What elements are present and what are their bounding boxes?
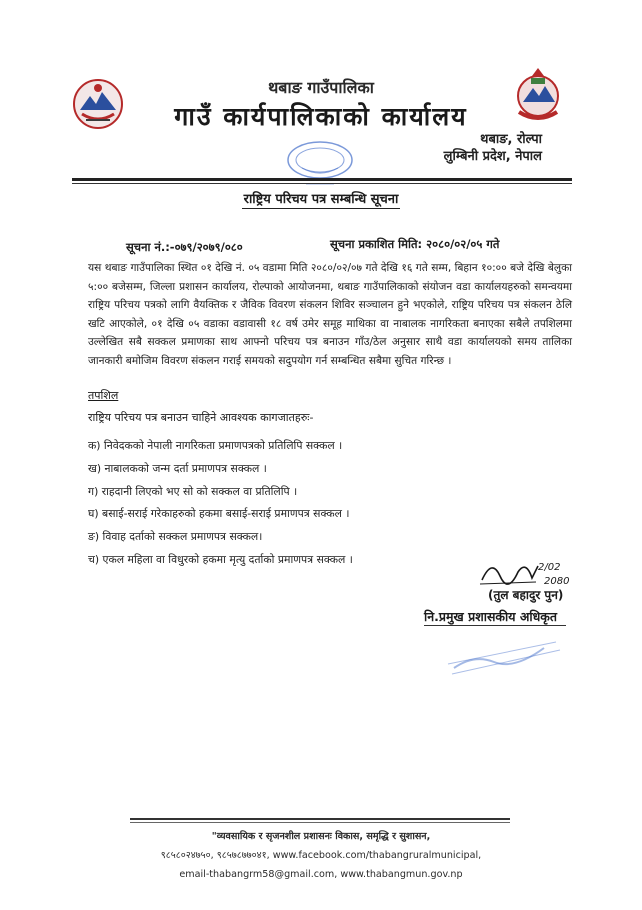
svg-text:2/02: 2/02 bbox=[538, 562, 561, 573]
requirement-item: च) एकल महिला वा विधुरको हकमा मृत्यु दर्ताको प्रमाणपत्र सक्कल । bbox=[88, 552, 353, 566]
notice-body: यस थबाङ गाउँपालिका स्थित ०१ देखि नं. ०५ वडामा मिति २०८०/०२/०७ गते देखि १६ गते सम्म, बिहान १०:०० बजे देखि बेलुका ५:०० बजेसम्म, जिल्ला प्रशासन कार्यालय, रोल्पाको आयोजनमा, थबाङ गाउँपालिकाको संयोजन वडा कार्यालयहरुको समन्वयमा राष्ट्रिय परिचय पत्रको लागि वैयक्तिक र जैविक विवरण संकलन शिविर सञ्चालन हुने भएकोले, राष्ट्रिय परिचय पत्र संकलन ठेलि खटि आएकोले, ०१ देखि ०५ वडाका वडावासी १८ वर्ष उमेर समूह माथिका वा नाबालक नागरिकता बनाएका सबैले तपशिलमा उल्लेखित सबै सक्कल प्रमाणका साथ आफ्नो परिचय पत्र बनाउन गाँउ/ठेल अनुसार साथै वडा कार्यालयको समय तालिका जानकारी बमोजिम विवरण संकलन गराई समयको सदुपयोग गर्न सम्बन्धित सबैमा सुचित गरिन्छ । bbox=[88, 262, 572, 367]
requirement-item: घ) बसाई-सराई गरेकाहरुको हकमा बसाई-सराई प्रमाणपत्र सक्कल । bbox=[88, 507, 350, 521]
footer-divider-thin bbox=[130, 822, 510, 823]
signatory-title: नि.प्रमुख प्रशासकीय अधिकृत bbox=[424, 609, 558, 624]
office-name: गाउँ कार्यपालिकाको कार्यालय bbox=[174, 102, 468, 131]
notice-number: सूचना नं.:-०७९/२०७९/०८० bbox=[126, 240, 243, 254]
requirements-list bbox=[88, 435, 353, 572]
svg-text:2080: 2080 bbox=[544, 576, 570, 587]
requirements-heading: राष्ट्रिय परिचय पत्र बनाउन चाहिने आवश्यक कागजातहरुः- bbox=[88, 411, 314, 424]
requirement-item: क) निवेदकको नेपाली नागरिकता प्रमाणपत्रको प्रतिलिपि सक्कल । bbox=[88, 439, 343, 452]
footer bbox=[0, 827, 642, 884]
signatory-name: (तुल बहादुर पुन) bbox=[488, 588, 564, 602]
document-title-text: राष्ट्रिय परिचय पत्र सम्बन्धि सूचना bbox=[242, 189, 401, 209]
header-divider bbox=[72, 178, 572, 181]
office-address bbox=[444, 131, 542, 165]
signatory-title-underline bbox=[424, 625, 566, 626]
footer-divider bbox=[130, 818, 510, 820]
schedule-heading: तपशिल bbox=[88, 389, 119, 402]
address-line-1: थबाङ, रोल्पा bbox=[480, 132, 542, 147]
requirement-item: ख) नाबालकको जन्म दर्ता प्रमाणपत्र सक्कल । bbox=[88, 461, 267, 475]
footer-email-web: email-thabangrm58@gmail.com, www.thabangmun.gov.np bbox=[179, 869, 463, 880]
officer-seal-stamp-icon bbox=[444, 634, 564, 678]
requirement-item: ग) राहदानी लिएको भए सो को सक्कल वा प्रतिलिपि । bbox=[88, 484, 298, 498]
document-title bbox=[0, 188, 642, 209]
requirement-item: ङ) विवाह दर्ताको सक्कल प्रमाणपत्र सक्कल। bbox=[88, 530, 263, 544]
footer-slogan: "व्यवसायिक र सृजनशील प्रशासनः विकास, समृद्धि र सुशासन, bbox=[211, 831, 431, 842]
address-line-2: लुम्बिनी प्रदेश, नेपाल bbox=[443, 149, 542, 164]
publish-date: सूचना प्रकाशित मिति: २०८०/०२/०५ गते bbox=[330, 237, 500, 251]
municipality-name: थबाङ गाउँपालिका bbox=[268, 78, 374, 97]
footer-contacts: ९८५८०२४७५०, ९८५७८७७०४१, www.facebook.com/thabangruralmunicipal, bbox=[160, 850, 482, 861]
header-divider-thin bbox=[72, 183, 572, 184]
